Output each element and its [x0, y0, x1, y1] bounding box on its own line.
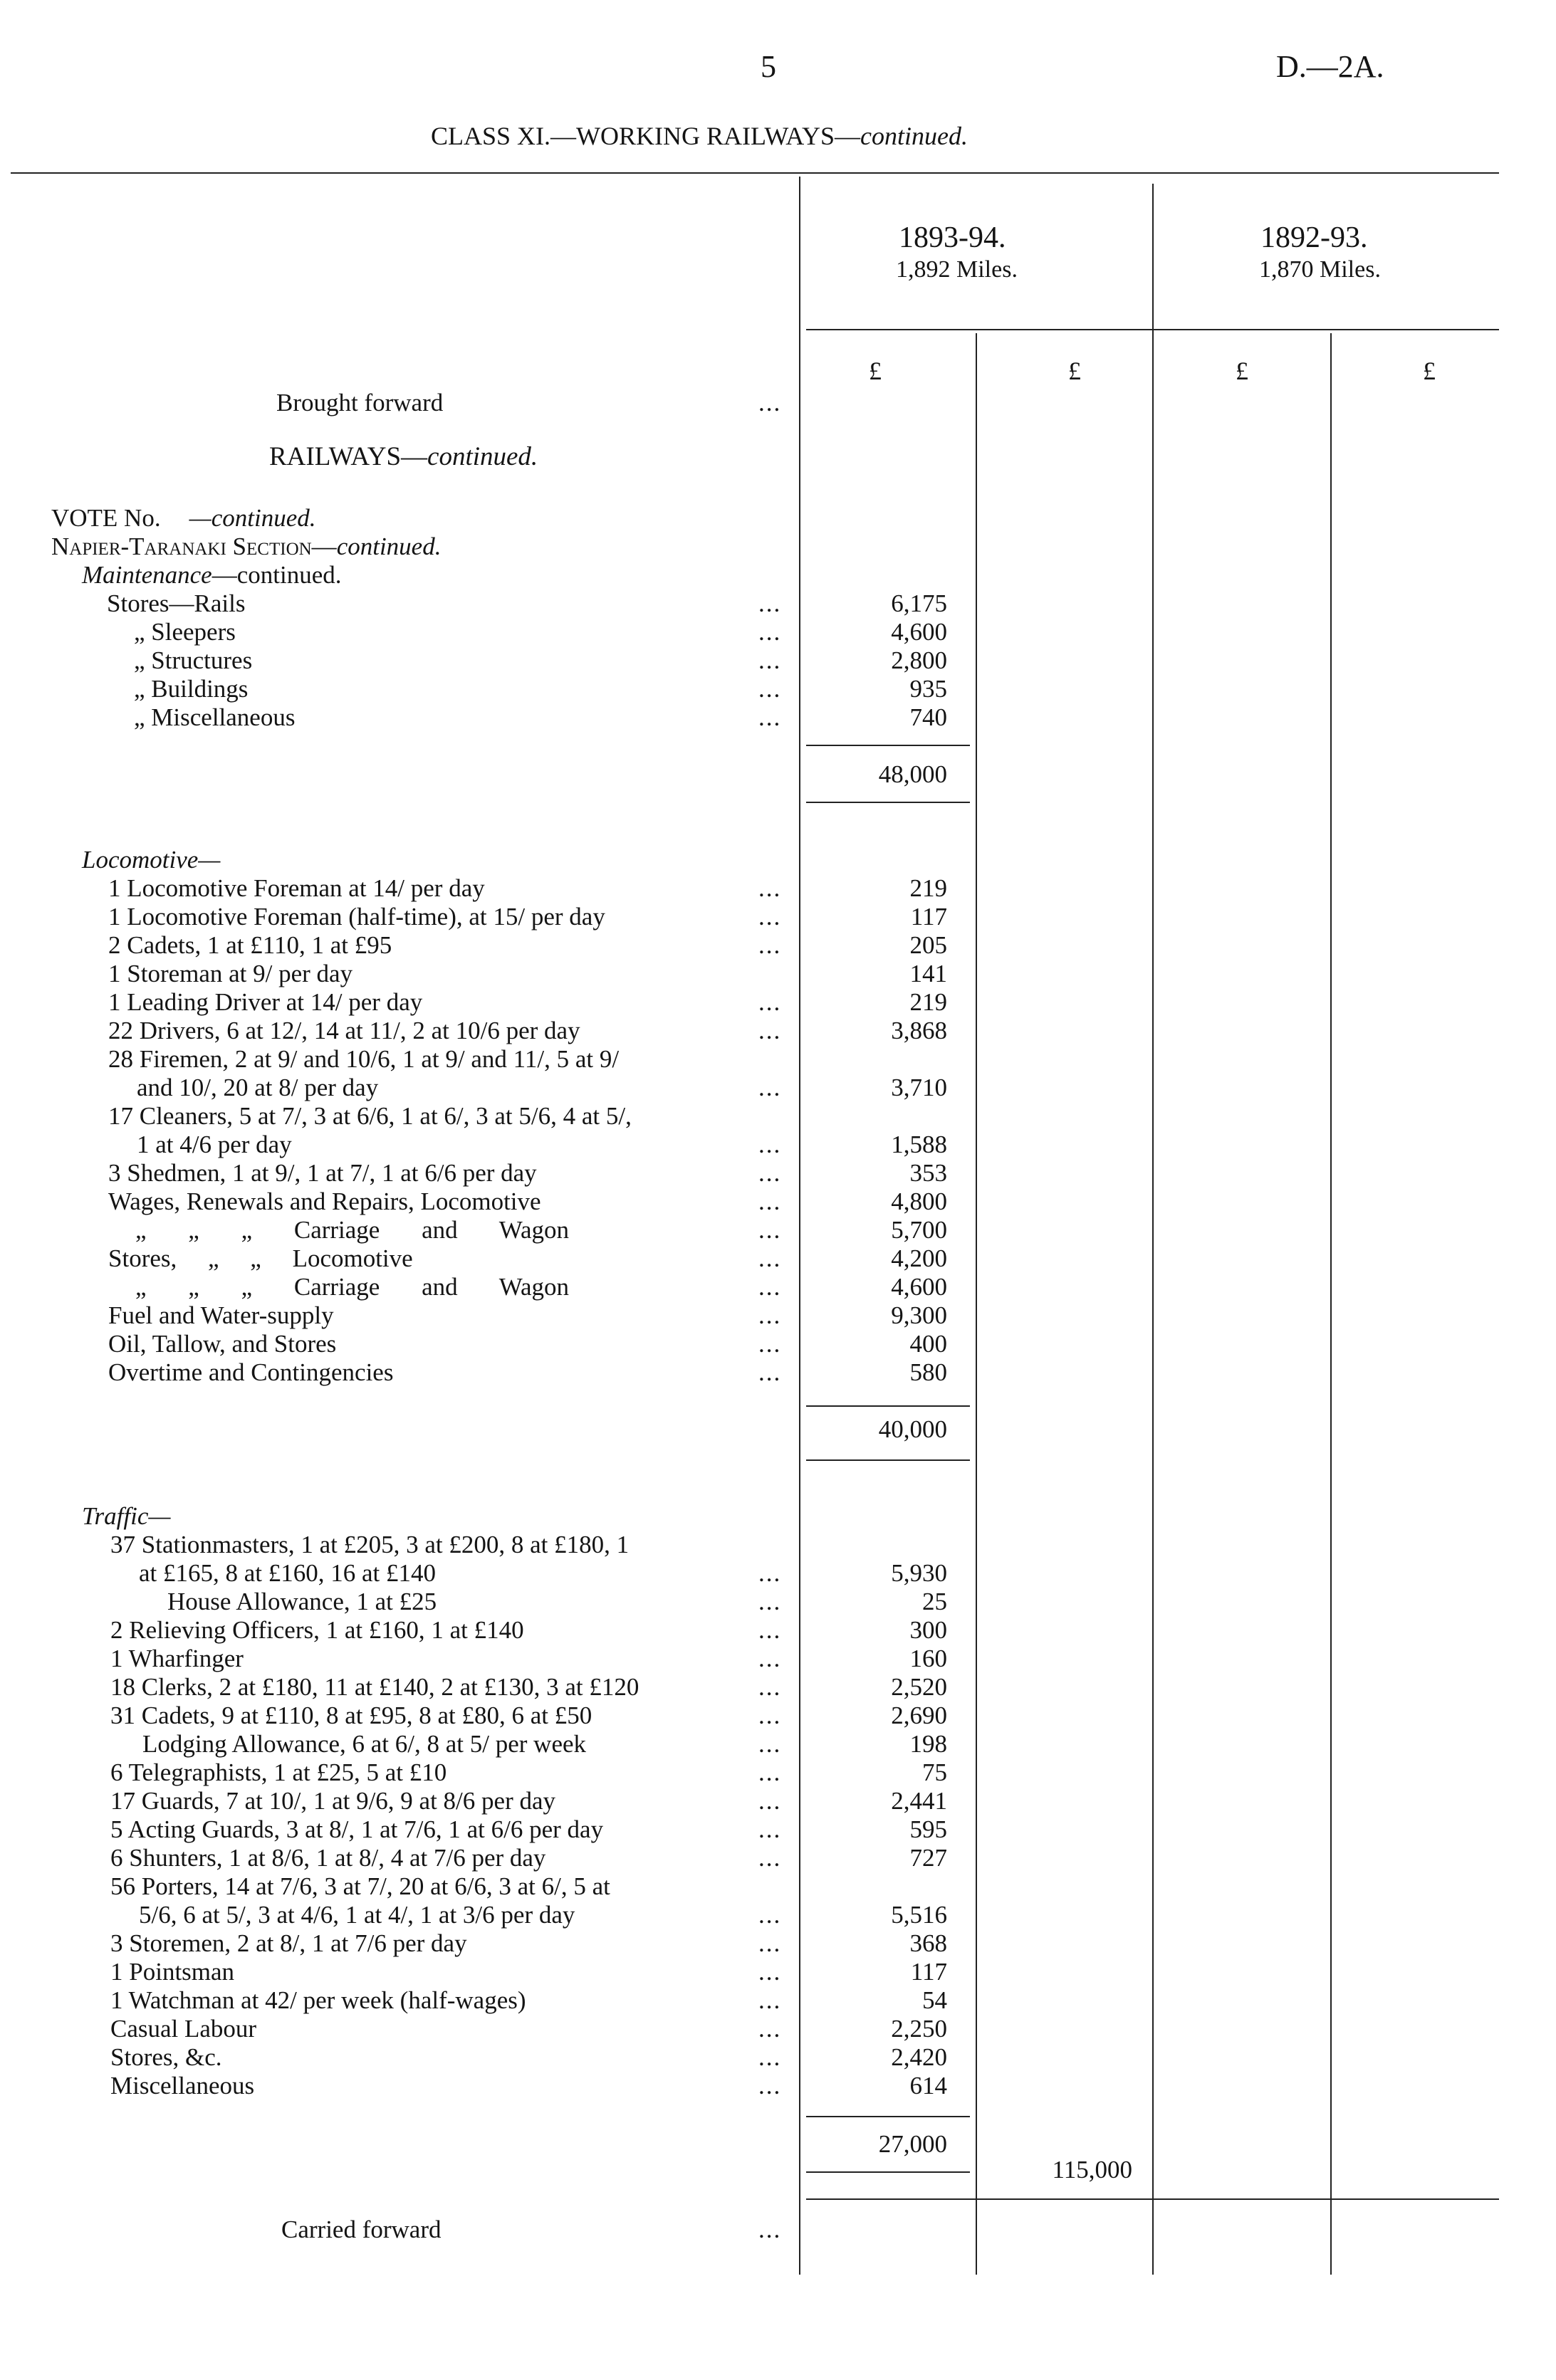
item-amount: 25 — [922, 1588, 947, 1615]
item-leader: ... — [758, 703, 782, 731]
item-amount: 4,600 — [891, 1273, 947, 1301]
currency-col1: £ — [869, 357, 882, 385]
item-amount: 2,420 — [891, 2043, 947, 2071]
item-label: 6 Shunters, 1 at 8/6, 1 at 8/, 4 at 7/6 per day — [110, 1844, 546, 1872]
item-label: 3 Shedmen, 1 at 9/, 1 at 7/, 1 at 6/6 per day — [108, 1159, 537, 1187]
item-label: „ Sleepers — [134, 618, 236, 646]
item-amount: 300 — [909, 1616, 947, 1644]
item-leader: ... — [758, 1758, 782, 1786]
item-leader: ... — [758, 646, 782, 674]
total-rule — [806, 2171, 970, 2173]
item-amount: 353 — [909, 1159, 947, 1187]
item-label: 56 Porters, 14 at 7/6, 3 at 7/, 20 at 6/6, 3 at 6/, 5 at — [110, 1872, 610, 1900]
item-label: 37 Stationmasters, 1 at £205, 3 at £200, 8 at £180, 1 — [110, 1531, 630, 1558]
item-label: Wages, Renewals and Repairs, Locomotive — [108, 1188, 541, 1215]
page-number: 5 — [761, 49, 776, 84]
item-leader: ... — [758, 903, 782, 930]
item-amount: 219 — [909, 988, 947, 1016]
item-leader: ... — [758, 1616, 782, 1644]
item-amount: 205 — [909, 931, 947, 959]
item-amount: 198 — [909, 1730, 947, 1758]
item-label: Stores—Rails — [107, 589, 246, 617]
document-code: D.—2A. — [1276, 49, 1384, 84]
item-label: 17 Cleaners, 5 at 7/, 3 at 6/6, 1 at 6/, 3 at 5/6, 4 at 5/, — [108, 1102, 632, 1130]
item-label-cont: at £165, 8 at £160, 16 at £140 — [139, 1559, 437, 1587]
maintenance-heading: Maintenance—continued. — [82, 561, 342, 589]
item-amount: 117 — [910, 903, 947, 930]
item-amount: 5,516 — [891, 1901, 947, 1929]
item-amount: 219 — [909, 874, 947, 902]
item-amount: 2,690 — [891, 1702, 947, 1729]
item-amount: 6,175 — [891, 589, 947, 617]
item-amount: 75 — [922, 1758, 947, 1786]
column-divider-1893-sub — [976, 333, 977, 2275]
item-amount: 2,250 — [891, 2015, 947, 2043]
item-amount: 727 — [909, 1844, 947, 1872]
item-label: 22 Drivers, 6 at 12/, 14 at 11/, 2 at 10/6 per day — [108, 1017, 580, 1044]
item-label: House Allowance, 1 at £25 — [167, 1588, 437, 1615]
item-label: 18 Clerks, 2 at £180, 11 at £140, 2 at £130, 3 at £120 — [110, 1673, 639, 1701]
item-leader: ... — [758, 1901, 782, 1929]
item-leader: ... — [758, 1358, 782, 1386]
item-label: 1 Leading Driver at 14/ per day — [108, 988, 423, 1016]
item-label: 6 Telegraphists, 1 at £25, 5 at £10 — [110, 1758, 447, 1786]
total-rule — [806, 1459, 970, 1461]
item-amount: 614 — [909, 2072, 947, 2099]
item-label: 28 Firemen, 2 at 9/ and 10/6, 1 at 9/ and 11/, 5 at 9/ — [108, 1045, 620, 1073]
item-leader: ... — [758, 1730, 782, 1758]
item-label: Miscellaneous — [110, 2072, 255, 2099]
item-label: Lodging Allowance, 6 at 6/, 8 at 5/ per week — [142, 1730, 587, 1758]
item-label: 1 Pointsman — [110, 1958, 235, 1986]
carried-forward-rule — [806, 2198, 1499, 2200]
subtotal-rule — [806, 745, 970, 746]
carried-forward-leader: ... — [758, 2216, 782, 2243]
item-leader: ... — [758, 1131, 782, 1158]
locomotive-heading: Locomotive— — [82, 846, 221, 874]
currency-col3: £ — [1236, 357, 1248, 385]
carried-forward: Carried forward — [281, 2216, 442, 2243]
table-top-rule — [11, 172, 1499, 174]
item-leader: ... — [758, 618, 782, 646]
item-leader: ... — [758, 1844, 782, 1872]
item-label: 1 Wharfinger — [110, 1645, 244, 1672]
item-leader: ... — [758, 1958, 782, 1986]
item-leader: ... — [758, 931, 782, 959]
item-label: Overtime and Contingencies — [108, 1358, 394, 1386]
vote-line: VOTE No. —continued. — [51, 504, 316, 532]
item-leader: ... — [758, 1159, 782, 1187]
miles-1893-94: 1,892 Miles. — [896, 256, 1018, 283]
item-leader: ... — [758, 874, 782, 902]
item-leader: ... — [758, 1330, 782, 1358]
item-leader: ... — [758, 2015, 782, 2043]
item-leader: ... — [758, 1702, 782, 1729]
item-label: 2 Cadets, 1 at £110, 1 at £95 — [108, 931, 392, 959]
item-amount: 1,588 — [891, 1131, 947, 1158]
item-leader: ... — [758, 1273, 782, 1301]
item-label-cont: 1 at 4/6 per day — [137, 1131, 292, 1158]
item-label: Casual Labour — [110, 2015, 257, 2043]
item-leader: ... — [758, 1301, 782, 1329]
item-label: 3 Storemen, 2 at 8/, 1 at 7/6 per day — [110, 1929, 467, 1957]
item-label: Stores, „ „ Locomotive — [108, 1244, 413, 1272]
item-leader: ... — [758, 1588, 782, 1615]
item-leader: ... — [758, 1188, 782, 1215]
item-amount: 400 — [909, 1330, 947, 1358]
section-total: 115,000 — [1052, 2156, 1132, 2184]
item-amount: 580 — [909, 1358, 947, 1386]
year-1893-94: 1893-94. — [899, 221, 1006, 254]
traffic-heading: Traffic— — [82, 1502, 171, 1530]
item-label: 1 Storeman at 9/ per day — [108, 960, 353, 987]
item-label: Oil, Tallow, and Stores — [108, 1330, 337, 1358]
item-amount: 2,441 — [891, 1787, 947, 1815]
maintenance-total: 48,000 — [878, 760, 947, 788]
item-amount: 4,800 — [891, 1188, 947, 1215]
miles-1892-93: 1,870 Miles. — [1259, 256, 1381, 283]
year-1892-93: 1892-93. — [1260, 221, 1368, 254]
currency-col4: £ — [1423, 357, 1436, 385]
item-label: Fuel and Water-supply — [108, 1301, 334, 1329]
item-amount: 595 — [909, 1815, 947, 1843]
item-label: „ „ „ Carriage and Wagon — [135, 1216, 570, 1244]
item-label: „ Buildings — [134, 675, 249, 703]
item-label: 1 Locomotive Foreman (half-time), at 15/ per day — [108, 903, 605, 930]
item-amount: 3,868 — [891, 1017, 947, 1044]
item-label: 2 Relieving Officers, 1 at £160, 1 at £140 — [110, 1616, 524, 1644]
item-amount: 4,600 — [891, 618, 947, 646]
item-leader: ... — [758, 589, 782, 617]
column-divider-1893 — [799, 177, 800, 2275]
item-leader: ... — [758, 1929, 782, 1957]
subtotal-rule — [806, 1405, 970, 1407]
item-label: „ „ „ Carriage and Wagon — [135, 1273, 570, 1301]
item-leader: ... — [758, 1815, 782, 1843]
item-label: 1 Watchman at 42/ per week (half-wages) — [110, 1986, 526, 2014]
item-leader: ... — [758, 1074, 782, 1101]
traffic-total: 27,000 — [878, 2130, 947, 2158]
item-label: 1 Locomotive Foreman at 14/ per day — [108, 874, 485, 902]
year-header-rule — [806, 329, 1499, 330]
item-amount: 740 — [909, 703, 947, 731]
item-amount: 3,710 — [891, 1074, 947, 1101]
brought-forward-leader: ... — [758, 389, 782, 416]
item-leader: ... — [758, 1986, 782, 2014]
item-amount: 5,930 — [891, 1559, 947, 1587]
currency-col2: £ — [1068, 357, 1081, 385]
item-label: „ Structures — [134, 646, 253, 674]
item-label: 5 Acting Guards, 3 at 8/, 1 at 7/6, 1 at 6/6 per day — [110, 1815, 604, 1843]
item-amount: 2,800 — [891, 646, 947, 674]
item-leader: ... — [758, 1216, 782, 1244]
railways-heading: RAILWAYS—continued. — [269, 442, 538, 471]
item-amount: 117 — [910, 1958, 947, 1986]
total-rule — [806, 802, 970, 803]
item-leader: ... — [758, 1244, 782, 1272]
item-amount: 5,700 — [891, 1216, 947, 1244]
item-amount: 368 — [909, 1929, 947, 1957]
item-label-cont: 5/6, 6 at 5/, 3 at 4/6, 1 at 4/, 1 at 3/6 per day — [139, 1901, 575, 1929]
item-leader: ... — [758, 2043, 782, 2071]
locomotive-total: 40,000 — [878, 1415, 947, 1443]
item-amount: 141 — [909, 960, 947, 987]
item-label: Stores, &c. — [110, 2043, 222, 2071]
item-amount: 160 — [909, 1645, 947, 1672]
item-amount: 9,300 — [891, 1301, 947, 1329]
item-leader: ... — [758, 1645, 782, 1672]
item-amount: 4,200 — [891, 1244, 947, 1272]
item-leader: ... — [758, 988, 782, 1016]
item-leader: ... — [758, 1017, 782, 1044]
item-amount: 935 — [909, 675, 947, 703]
item-leader: ... — [758, 675, 782, 703]
item-amount: 54 — [922, 1986, 947, 2014]
brought-forward: Brought forward — [276, 389, 444, 416]
item-label-cont: and 10/, 20 at 8/ per day — [137, 1074, 379, 1101]
item-label: „ Miscellaneous — [134, 703, 296, 731]
item-label: 17 Guards, 7 at 10/, 1 at 9/6, 9 at 8/6 per day — [110, 1787, 556, 1815]
subtotal-rule — [806, 2116, 970, 2117]
item-amount: 2,520 — [891, 1673, 947, 1701]
item-leader: ... — [758, 1673, 782, 1701]
item-leader: ... — [758, 1559, 782, 1587]
column-divider-1892 — [1152, 184, 1154, 2275]
column-divider-1892-sub — [1330, 333, 1332, 2275]
item-leader: ... — [758, 2072, 782, 2099]
class-title: CLASS XI.—WORKING RAILWAYS—continued. — [431, 122, 968, 150]
section-heading: Napier-Taranaki Section—continued. — [51, 533, 442, 560]
item-label: 31 Cadets, 9 at £110, 8 at £95, 8 at £80, 6 at £50 — [110, 1702, 592, 1729]
item-leader: ... — [758, 1787, 782, 1815]
